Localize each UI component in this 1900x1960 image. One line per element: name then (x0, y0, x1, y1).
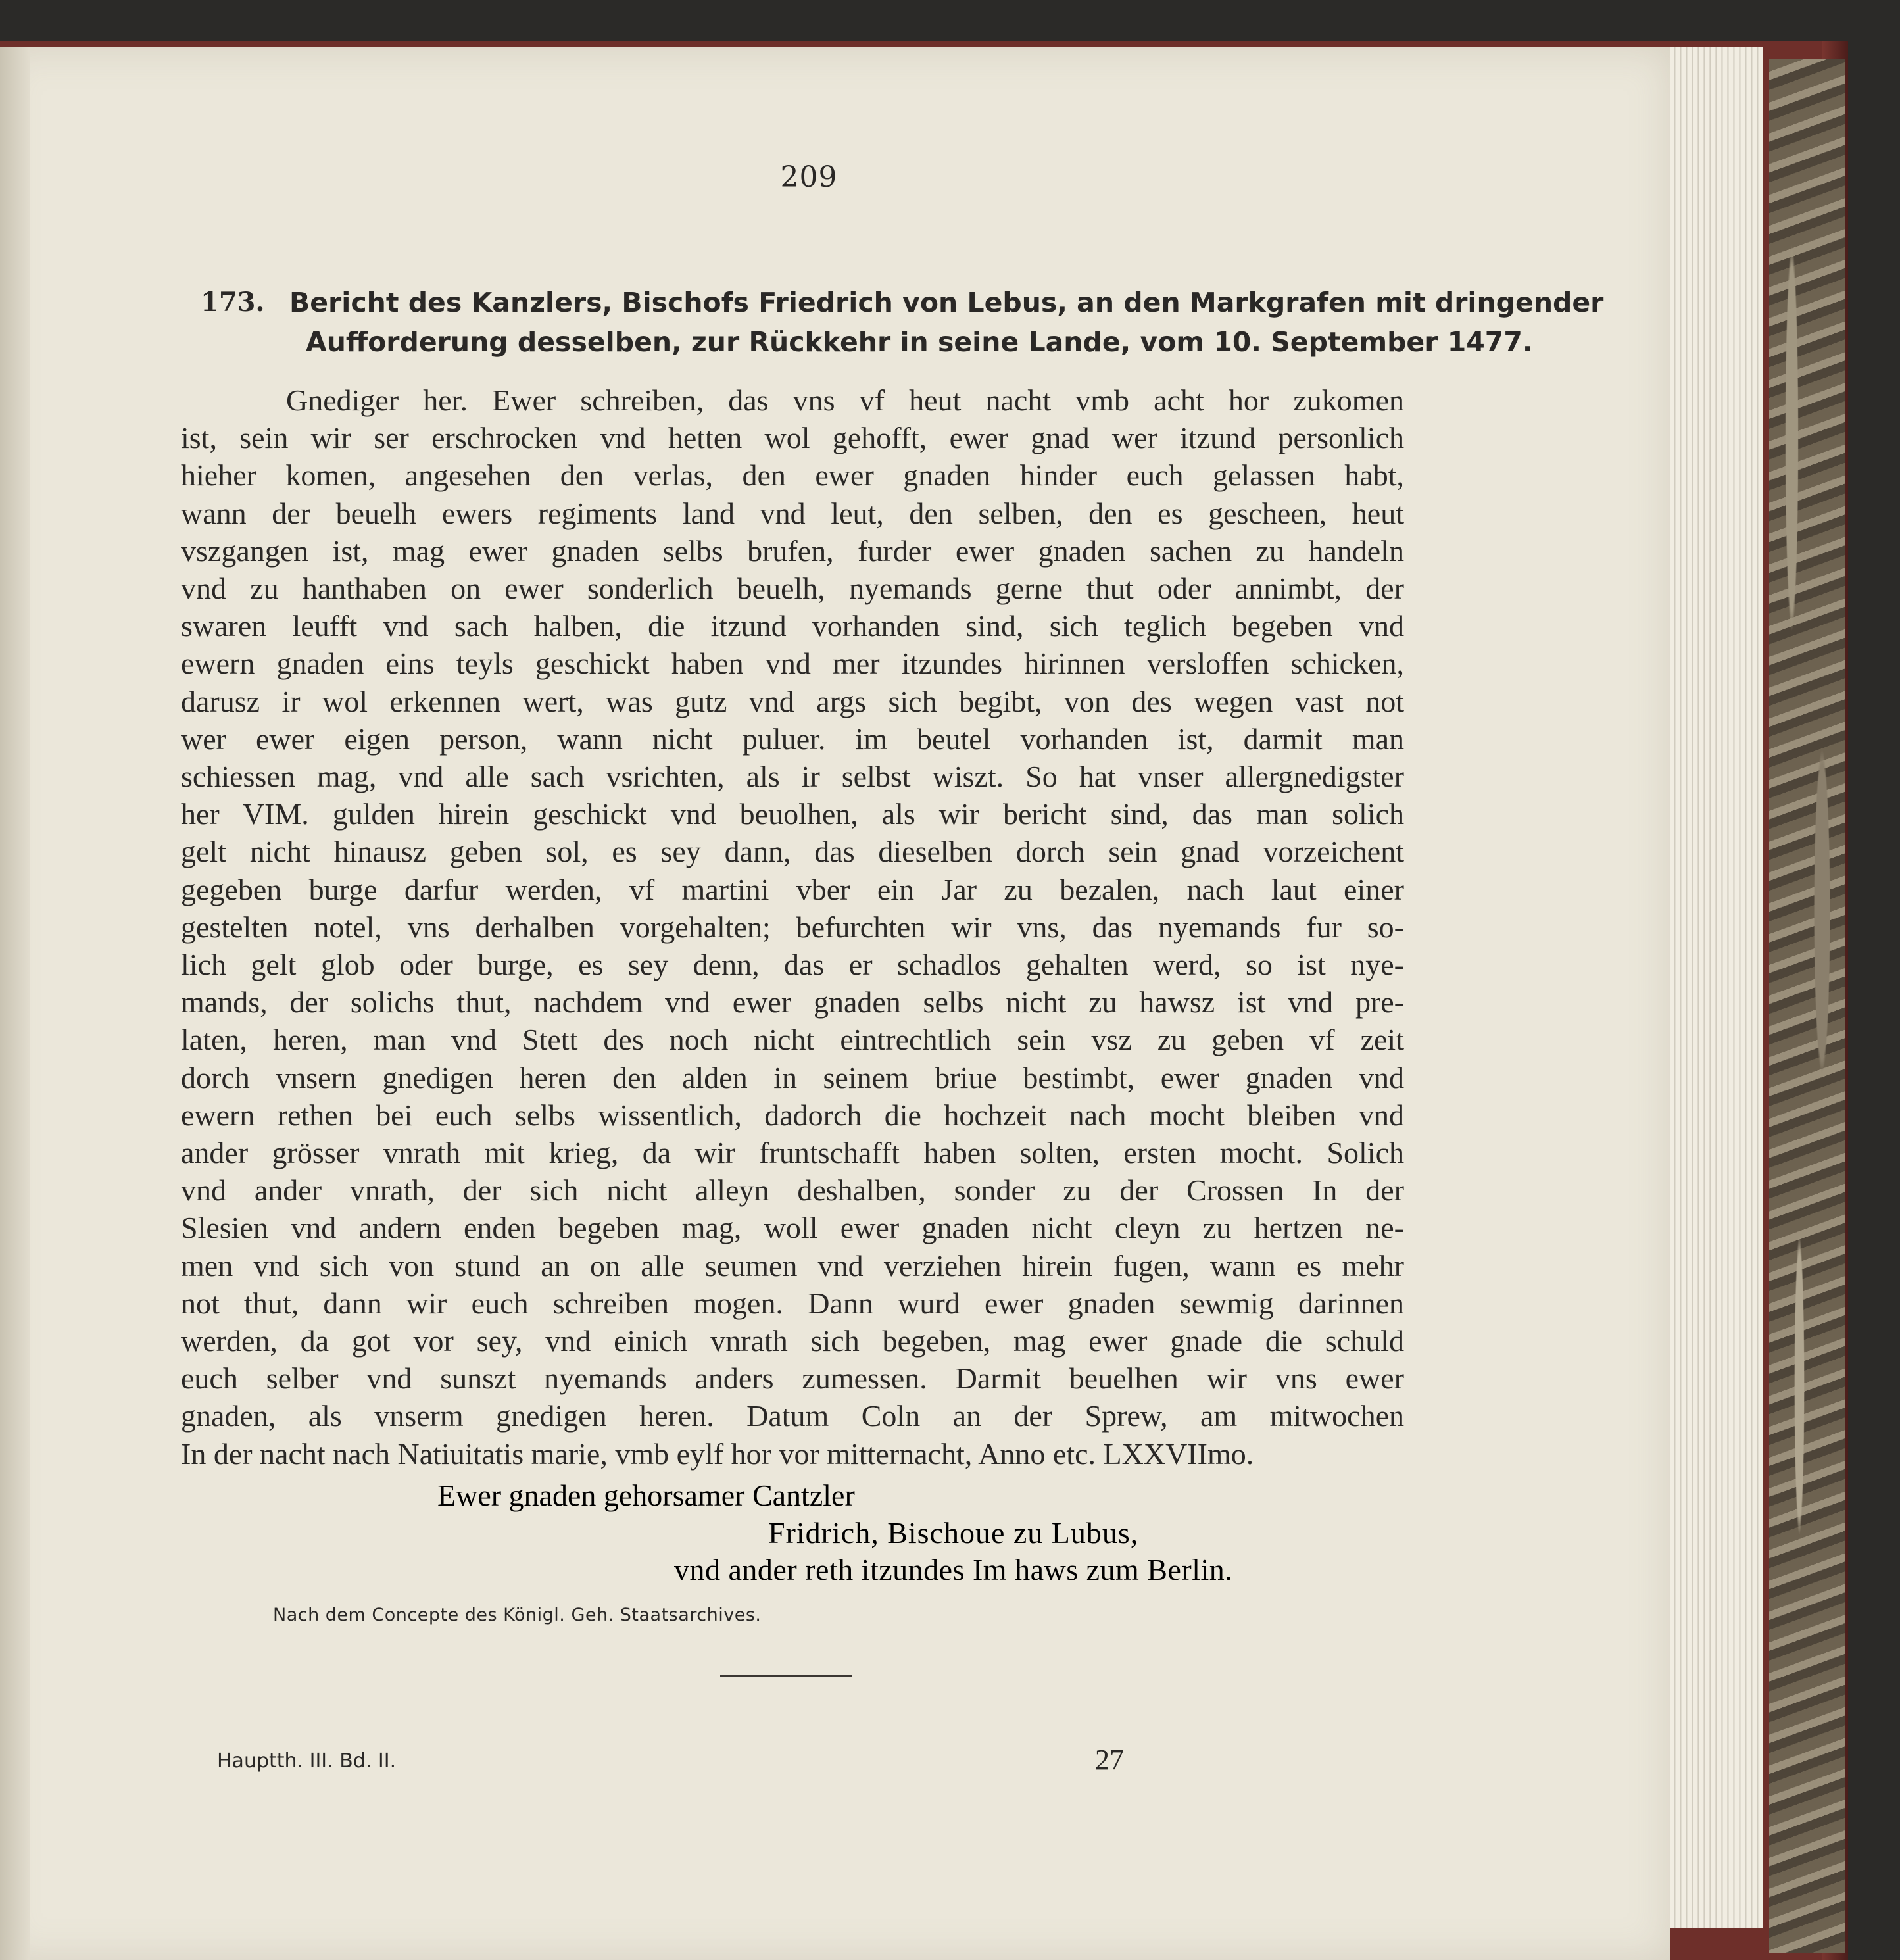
body-line: her VIM. gulden hirein geschickt vnd beuolhen, als wir bericht sind, das man solich (181, 797, 1404, 831)
letter-body (181, 381, 1404, 1473)
body-line: gnaden, als vnserm gnedigen heren. Datum Coln an der Sprew, am mitwochen (181, 1399, 1404, 1433)
body-line: vnd ander vnrath, der sich nicht alleyn deshalben, sonder zu der Crossen In der (181, 1173, 1404, 1208)
body-line: wann der beuelh ewers regiments land vnd leut, den selben, den es gescheen, heut (181, 496, 1404, 530)
source-note: Nach dem Concepte des Königl. Geh. Staatsarchives. (273, 1605, 762, 1625)
body-line: swaren leufft vnd sach halben, die itzund vorhanden sind, sich teglich begeben vnd (181, 609, 1404, 643)
marbled-edge (1769, 59, 1845, 1953)
divider-rule (720, 1675, 852, 1677)
body-line: Gnediger her. Ewer schreiben, das vns vf heut nacht vmb acht hor zukomen (286, 383, 1404, 417)
body-line: ewern rethen bei euch selbs wissentlich, dadorch die hochzeit nach mocht bleiben vnd (181, 1098, 1404, 1132)
body-line: darusz ir wol erkennen wert, was gutz vnd args sich begibt, von des wegen vast not (181, 684, 1404, 718)
document-heading-line-1: Bericht des Kanzlers, Bischofs Friedrich von Lebus, an den Markgrafen mit dringender (289, 287, 1604, 318)
body-line: schiessen mag, vnd alle sach vsrichten, als ir selbst wiszt. So hat vnser allergnedigster (181, 760, 1404, 794)
body-line: mands, der solichs thut, nachdem vnd ewer gnaden selbs nicht zu hawsz ist vnd pre- (181, 985, 1404, 1019)
body-line: In der nacht nach Natiuitatis marie, vmb eylf hor vor mitternacht, Anno etc. LXXVIImo. (181, 1436, 1254, 1471)
body-line: wer ewer eigen person, wann nicht puluer. im beutel vorhanden ist, darmit man (181, 722, 1404, 756)
body-line: vnd zu hanthaben on ewer sonderlich beuelh, nyemands gerne thut oder annimbt, der (181, 572, 1404, 606)
printer-signature-mark: Hauptth. III. Bd. II. (217, 1750, 397, 1773)
body-line: ander grösser vnrath mit krieg, da wir fruntschafft haben solten, ersten mocht. Solich (181, 1136, 1404, 1170)
body-line: vszgangen ist, mag ewer gnaden selbs brufen, furder ewer gnaden sachen zu handeln (181, 533, 1404, 568)
body-line: dorch vnsern gnedigen heren den alden in seinem briue bestimbt, ewer gnaden vnd (181, 1060, 1404, 1094)
page-edges (1664, 47, 1763, 1928)
document-number: 173. (201, 287, 265, 318)
signature-line-3: vnd ander reth itzundes Im haws zum Berlin. (674, 1553, 1233, 1586)
signature-line-2: Fridrich, Bischoue zu Lubus, (768, 1516, 1139, 1550)
body-line: laten, heren, man vnd Stett des noch nicht eintrechtlich sein vsz zu geben vf zeit (181, 1023, 1404, 1057)
body-line: Slesien vnd andern enden begeben mag, woll ewer gnaden nicht cleyn zu hertzen ne- (181, 1211, 1404, 1245)
page-number: 209 (780, 160, 838, 194)
body-line: men vnd sich von stund an on alle seumen vnd verziehen hirein fugen, wann es mehr (181, 1248, 1404, 1283)
signature-line-1: Ewer gnaden gehorsamer Cantzler (437, 1479, 855, 1512)
body-line: gelt nicht hinausz geben sol, es sey dann, das dieselben dorch sein gnad vorzeichent (181, 835, 1404, 869)
document-heading-line-2: Aufforderung desselben, zur Rückkehr in seine Lande, vom 10. September 1477. (306, 326, 1533, 358)
sheet-number: 27 (1095, 1744, 1124, 1776)
body-line: hieher komen, angesehen den verlas, den ewer gnaden hinder euch gelassen habt, (181, 458, 1404, 493)
body-line: ist, sein wir ser erschrocken vnd hetten wol gehofft, ewer gnad wer itzund personlich (181, 421, 1404, 455)
body-line: gestelten notel, vns derhalben vorgehalten; befurchten wir vns, das nyemands fur so- (181, 910, 1404, 944)
left-page-gutter (0, 47, 30, 1960)
body-line: euch selber vnd sunszt nyemands anders zumessen. Darmit beuelhen wir vns ewer (181, 1361, 1404, 1396)
body-line: not thut, dann wir euch schreiben mogen. Dann wurd ewer gnaden sewmig darinnen (181, 1286, 1404, 1320)
body-line: werden, da got vor sey, vnd einich vnrath sich begeben, mag ewer gnade die schuld (181, 1324, 1404, 1358)
body-line: ewern gnaden eins teyls geschickt haben vnd mer itzundes hirinnen versloffen schicken, (181, 647, 1404, 681)
body-line: gegeben burge darfur werden, vf martini vber ein Jar zu bezalen, nach laut einer (181, 872, 1404, 906)
body-line: lich gelt glob oder burge, es sey denn, das er schadlos gehalten werd, so ist nye- (181, 948, 1404, 982)
